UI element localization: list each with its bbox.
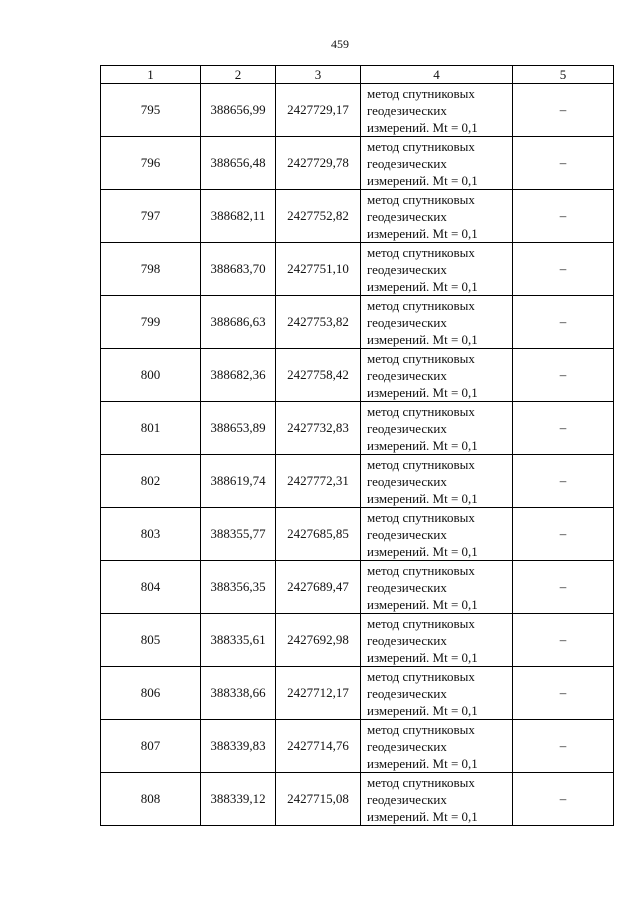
header-row xyxy=(101,66,614,84)
cell-point-number: 805 xyxy=(101,614,201,667)
cell-x-coordinate: 388335,61 xyxy=(201,614,276,667)
cell-method: метод спутниковых геодезических измерений. Mt = 0,1 xyxy=(361,243,513,296)
header-col-4: 4 xyxy=(361,66,513,84)
cell-note: – xyxy=(513,561,614,614)
header-col-1: 1 xyxy=(101,66,201,84)
table-row xyxy=(101,84,614,137)
cell-note: – xyxy=(513,137,614,190)
table-row xyxy=(101,243,614,296)
cell-x-coordinate: 388653,89 xyxy=(201,402,276,455)
table-row xyxy=(101,667,614,720)
cell-x-coordinate: 388656,99 xyxy=(201,84,276,137)
cell-note: – xyxy=(513,667,614,720)
cell-point-number: 795 xyxy=(101,84,201,137)
cell-point-number: 806 xyxy=(101,667,201,720)
cell-point-number: 797 xyxy=(101,190,201,243)
cell-note: – xyxy=(513,243,614,296)
page-number: 459 xyxy=(331,37,349,51)
cell-method: метод спутниковых геодезических измерений. Mt = 0,1 xyxy=(361,455,513,508)
cell-y-coordinate: 2427751,10 xyxy=(276,243,361,296)
cell-method: метод спутниковых геодезических измерений. Mt = 0,1 xyxy=(361,720,513,773)
cell-y-coordinate: 2427729,17 xyxy=(276,84,361,137)
cell-x-coordinate: 388339,12 xyxy=(201,773,276,826)
cell-x-coordinate: 388682,36 xyxy=(201,349,276,402)
cell-y-coordinate: 2427753,82 xyxy=(276,296,361,349)
cell-y-coordinate: 2427729,78 xyxy=(276,137,361,190)
cell-note: – xyxy=(513,508,614,561)
table-body xyxy=(101,84,614,826)
cell-x-coordinate: 388355,77 xyxy=(201,508,276,561)
table-row xyxy=(101,614,614,667)
cell-note: – xyxy=(513,720,614,773)
cell-point-number: 798 xyxy=(101,243,201,296)
cell-y-coordinate: 2427715,08 xyxy=(276,773,361,826)
cell-x-coordinate: 388682,11 xyxy=(201,190,276,243)
cell-point-number: 799 xyxy=(101,296,201,349)
cell-point-number: 808 xyxy=(101,773,201,826)
table-row xyxy=(101,296,614,349)
cell-method: метод спутниковых геодезических измерений. Mt = 0,1 xyxy=(361,296,513,349)
cell-method: метод спутниковых геодезических измерений. Mt = 0,1 xyxy=(361,667,513,720)
cell-y-coordinate: 2427714,76 xyxy=(276,720,361,773)
cell-method: метод спутниковых геодезических измерений. Mt = 0,1 xyxy=(361,190,513,243)
cell-x-coordinate: 388619,74 xyxy=(201,455,276,508)
cell-note: – xyxy=(513,773,614,826)
cell-y-coordinate: 2427772,31 xyxy=(276,455,361,508)
header-col-5: 5 xyxy=(513,66,614,84)
cell-point-number: 801 xyxy=(101,402,201,455)
table-row xyxy=(101,402,614,455)
cell-note: – xyxy=(513,296,614,349)
cell-y-coordinate: 2427758,42 xyxy=(276,349,361,402)
cell-note: – xyxy=(513,349,614,402)
cell-method: метод спутниковых геодезических измерений. Mt = 0,1 xyxy=(361,84,513,137)
cell-method: метод спутниковых геодезических измерений. Mt = 0,1 xyxy=(361,614,513,667)
cell-x-coordinate: 388686,63 xyxy=(201,296,276,349)
table-row xyxy=(101,561,614,614)
table-row xyxy=(101,508,614,561)
cell-method: метод спутниковых геодезических измерений. Mt = 0,1 xyxy=(361,402,513,455)
cell-method: метод спутниковых геодезических измерений. Mt = 0,1 xyxy=(361,773,513,826)
header-col-2: 2 xyxy=(201,66,276,84)
cell-x-coordinate: 388338,66 xyxy=(201,667,276,720)
cell-x-coordinate: 388356,35 xyxy=(201,561,276,614)
cell-y-coordinate: 2427712,17 xyxy=(276,667,361,720)
cell-note: – xyxy=(513,190,614,243)
cell-point-number: 807 xyxy=(101,720,201,773)
table-header xyxy=(101,66,614,84)
cell-point-number: 796 xyxy=(101,137,201,190)
cell-method: метод спутниковых геодезических измерений. Mt = 0,1 xyxy=(361,508,513,561)
cell-y-coordinate: 2427692,98 xyxy=(276,614,361,667)
cell-method: метод спутниковых геодезических измерений. Mt = 0,1 xyxy=(361,349,513,402)
cell-y-coordinate: 2427752,82 xyxy=(276,190,361,243)
cell-method: метод спутниковых геодезических измерений. Mt = 0,1 xyxy=(361,561,513,614)
cell-note: – xyxy=(513,455,614,508)
cell-x-coordinate: 388656,48 xyxy=(201,137,276,190)
table-row xyxy=(101,455,614,508)
cell-note: – xyxy=(513,402,614,455)
cell-x-coordinate: 388339,83 xyxy=(201,720,276,773)
cell-point-number: 804 xyxy=(101,561,201,614)
cell-point-number: 800 xyxy=(101,349,201,402)
cell-method: метод спутниковых геодезических измерений. Mt = 0,1 xyxy=(361,137,513,190)
table-row xyxy=(101,137,614,190)
cell-y-coordinate: 2427689,47 xyxy=(276,561,361,614)
table-row xyxy=(101,773,614,826)
cell-point-number: 802 xyxy=(101,455,201,508)
table-row xyxy=(101,349,614,402)
cell-note: – xyxy=(513,614,614,667)
cell-point-number: 803 xyxy=(101,508,201,561)
table-row xyxy=(101,190,614,243)
coordinates-table xyxy=(100,65,614,826)
table-row xyxy=(101,720,614,773)
cell-note: – xyxy=(513,84,614,137)
cell-y-coordinate: 2427732,83 xyxy=(276,402,361,455)
cell-x-coordinate: 388683,70 xyxy=(201,243,276,296)
header-col-3: 3 xyxy=(276,66,361,84)
cell-y-coordinate: 2427685,85 xyxy=(276,508,361,561)
